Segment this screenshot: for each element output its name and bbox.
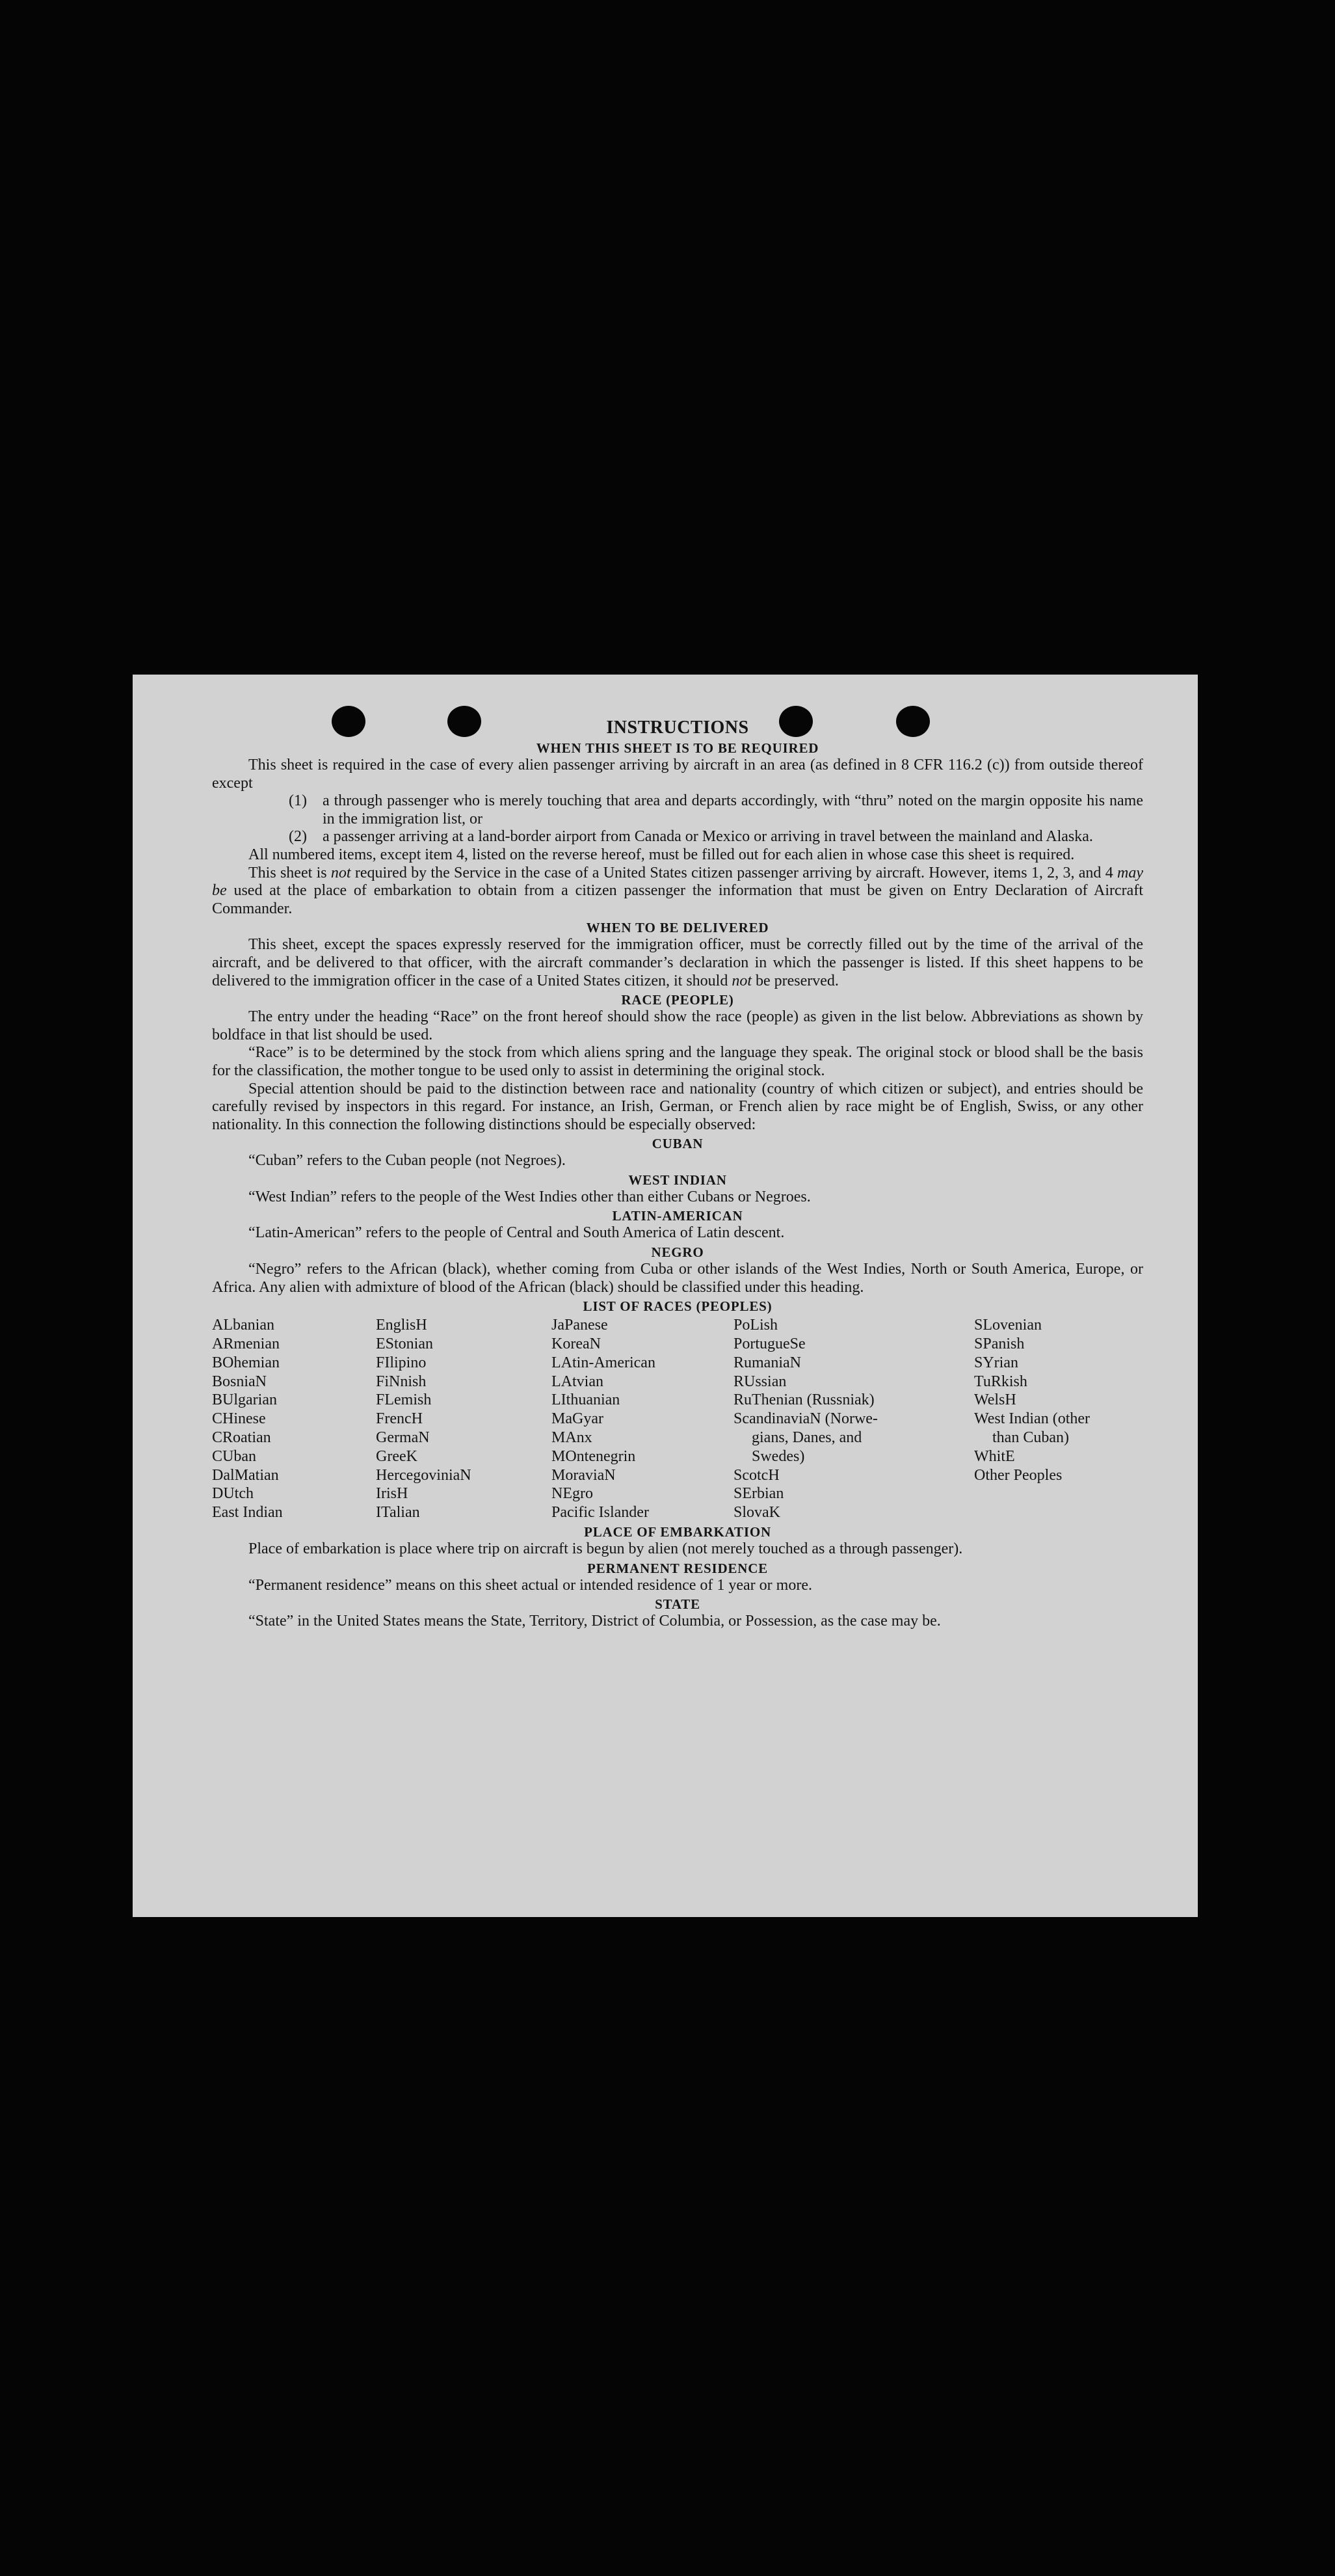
heading-negro: NEGRO	[651, 1244, 704, 1261]
heading-list-of-races: LIST OF RACES (PEOPLES)	[583, 1298, 773, 1315]
punch-hole	[447, 706, 481, 737]
race-entry: MaGyar	[551, 1410, 603, 1428]
race-entry: WhitE	[974, 1447, 1015, 1465]
paragraph: Special attention should be paid to the distinction between race and nationality (country of which citizen or subject), and entries should be carefully revised by inspectors in this regard. For instance, an Irish, German, or French alien by race might be of English, Swiss, or any other nationality. In this connection the following distinctions should be especially observed:	[212, 1080, 1143, 1133]
race-entry: SlovaK	[734, 1504, 780, 1522]
race-entry: Swedes)	[752, 1447, 805, 1465]
paragraph: Place of embarkation is place where trip on aircraft is begun by alien (not merely touched as a through passenger).	[248, 1540, 963, 1558]
instruction-sheet	[133, 675, 1198, 1917]
paragraph: “Latin-American” refers to the people of Central and South America of Latin descent.	[248, 1224, 785, 1242]
heading-when-delivered: WHEN TO BE DELIVERED	[586, 920, 769, 936]
race-entry: Pacific Islander	[551, 1504, 649, 1522]
race-entry: KoreaN	[551, 1335, 601, 1353]
race-entry: DalMatian	[212, 1466, 279, 1484]
race-entry: ScandinaviaN (Norwe-	[734, 1410, 878, 1428]
race-entry: GreeK	[376, 1447, 417, 1465]
race-entry: MAnx	[551, 1429, 592, 1447]
race-entry: IrisH	[376, 1485, 408, 1503]
punch-hole	[779, 706, 813, 737]
paragraph: The entry under the heading “Race” on the front hereof should show the race (people) as given in the list below. Abbreviations as shown by boldface in that list should be used.	[212, 1008, 1143, 1043]
race-entry: HercegoviniaN	[376, 1466, 471, 1484]
race-entry: CRoatian	[212, 1429, 271, 1447]
heading-west-indian: WEST INDIAN	[628, 1172, 727, 1188]
exception-item	[289, 828, 1143, 846]
race-entry: DUtch	[212, 1485, 254, 1503]
race-entry: CHinese	[212, 1410, 266, 1428]
paragraph: “State” in the United States means the State, Territory, District of Columbia, or Possession, as the case may be.	[248, 1613, 941, 1630]
race-entry: EnglisH	[376, 1317, 427, 1334]
races-column-1	[212, 1316, 376, 1522]
heading-race: RACE (PEOPLE)	[621, 992, 734, 1008]
races-column-2	[376, 1316, 551, 1522]
race-entry: JaPanese	[551, 1317, 608, 1334]
race-entry: LIthuanian	[551, 1391, 620, 1409]
race-entry: CUban	[212, 1447, 256, 1465]
race-entry: ITalian	[376, 1504, 420, 1522]
heading-when-required: WHEN THIS SHEET IS TO BE REQUIRED	[536, 740, 819, 756]
heading-cuban: CUBAN	[652, 1136, 704, 1152]
race-entry: WelsH	[974, 1391, 1016, 1409]
race-entry: BUlgarian	[212, 1391, 277, 1409]
paragraph: “Race” is to be determined by the stock from which aliens spring and the language they speak. The original stock or blood shall be the basis for the classification, the mother tongue to be used only to assist in determining the original stock.	[212, 1044, 1143, 1079]
race-entry: NEgro	[551, 1485, 593, 1503]
punch-hole	[896, 706, 930, 737]
race-entry: LAtin-American	[551, 1354, 655, 1371]
race-entry: BOhemian	[212, 1354, 280, 1371]
heading-place-of-embarkation: PLACE OF EMBARKATION	[584, 1524, 771, 1540]
race-entry: BosniaN	[212, 1373, 267, 1390]
paragraph: “Cuban” refers to the Cuban people (not Negroes).	[248, 1152, 566, 1170]
race-entry: MOntenegrin	[551, 1447, 636, 1465]
paragraph: “West Indian” refers to the people of the West Indies other than either Cubans or Negroes.	[248, 1188, 811, 1205]
race-entry: SErbian	[734, 1485, 784, 1503]
paragraph: All numbered items, except item 4, listed on the reverse hereof, must be filled out for each alien in whose case this sheet is required.	[248, 846, 1075, 863]
race-entry: Other Peoples	[974, 1466, 1063, 1484]
page-title: INSTRUCTIONS	[606, 718, 749, 738]
paragraph: “Permanent residence” means on this sheet actual or intended residence of 1 year or more.	[248, 1576, 812, 1594]
race-entry: FiNnish	[376, 1373, 427, 1390]
race-entry: PortugueSe	[734, 1335, 806, 1353]
race-entry: SPanish	[974, 1335, 1025, 1353]
race-entry: than Cuban)	[992, 1429, 1069, 1447]
race-entry: LAtvian	[551, 1373, 603, 1390]
race-entry: PoLish	[734, 1317, 778, 1334]
item-text: a through passenger who is merely touching that area and departs accordingly, with “thru” noted on the margin opposite his name in the immigration list, or	[323, 792, 1143, 827]
race-entry: RumaniaN	[734, 1354, 801, 1371]
item-number: (1)	[289, 792, 307, 810]
race-entry: FrencH	[376, 1410, 423, 1428]
punch-hole	[332, 706, 365, 737]
races-column-4	[734, 1316, 974, 1522]
race-entry: SYrian	[974, 1354, 1018, 1371]
race-entry: gians, Danes, and	[752, 1429, 862, 1447]
exception-item	[289, 792, 1143, 828]
race-entry: MoraviaN	[551, 1466, 616, 1484]
race-entry: TuRkish	[974, 1373, 1027, 1390]
race-entry: West Indian (other	[974, 1410, 1090, 1428]
race-entry: GermaN	[376, 1429, 430, 1447]
race-entry: EStonian	[376, 1335, 433, 1353]
paragraph: This sheet is not required by the Service in the case of a United States citizen passenger arriving by aircraft. However, items 1, 2, 3, and 4 may be used at the place of embarkation to obtain from a citizen passenger the information that must be given on Entry Declaration of Aircraft Commander.	[212, 864, 1143, 917]
item-number: (2)	[289, 828, 307, 846]
race-entry: FIlipino	[376, 1354, 427, 1371]
paragraph: “Negro” refers to the African (black), whether coming from Cuba or other islands of the West Indies, North or South America, Europe, or Africa. Any alien with admixture of blood of the African (black) should be classified under this heading.	[212, 1261, 1143, 1296]
races-column-3	[551, 1316, 734, 1522]
heading-permanent-residence: PERMANENT RESIDENCE	[587, 1560, 768, 1576]
races-list	[212, 1316, 1143, 1522]
race-entry: ScotcH	[734, 1466, 780, 1484]
heading-state: STATE	[655, 1596, 700, 1613]
paragraph: This sheet is required in the case of every alien passenger arriving by aircraft in an area (as defined in 8 CFR 116.2 (c)) from outside thereof except	[212, 757, 1143, 792]
race-entry: East Indian	[212, 1504, 283, 1522]
race-entry: RuThenian (Russniak)	[734, 1391, 875, 1409]
race-entry: SLovenian	[974, 1317, 1042, 1334]
item-text: a passenger arriving at a land-border airport from Canada or Mexico or arriving in travel between the mainland and Alaska.	[323, 828, 1093, 846]
races-column-5	[974, 1316, 1143, 1522]
heading-latin-american: LATIN-AMERICAN	[612, 1208, 743, 1224]
race-entry: ARmenian	[212, 1335, 280, 1353]
race-entry: RUssian	[734, 1373, 787, 1390]
paragraph: This sheet, except the spaces expressly reserved for the immigration officer, must be correctly filled out by the time of the arrival of the aircraft, and be delivered to that officer, with the aircraft commander’s declaration in which the passenger is listed. If this sheet happens to be delivered to the immigration officer in the case of a United States citizen, it should not be preserved.	[212, 936, 1143, 989]
race-entry: FLemish	[376, 1391, 432, 1409]
race-entry: ALbanian	[212, 1317, 274, 1334]
